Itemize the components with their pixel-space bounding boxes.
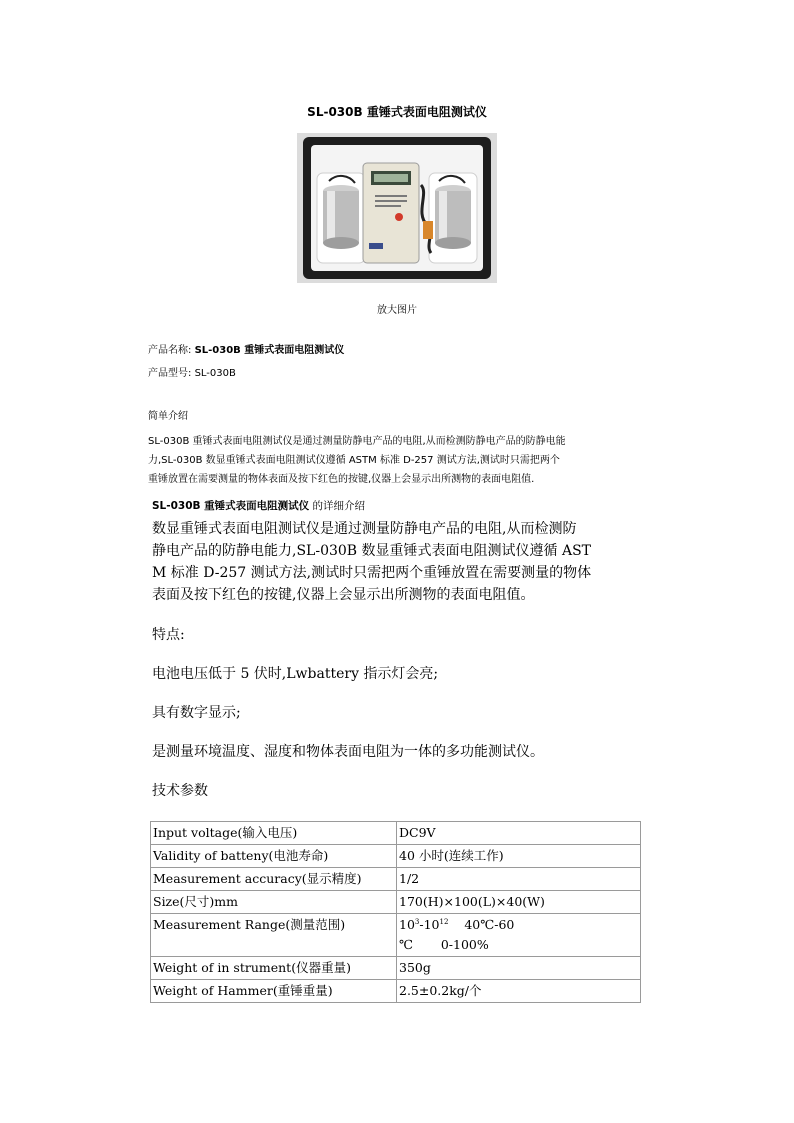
brief-line: 重锤放置在需要测量的物体表面及按下红色的按键,仪器上会显示出所测物的表面电阻值.: [148, 474, 535, 485]
spec-table: [150, 821, 641, 1003]
detail-line: 数显重锤式表面电阻测试仪是通过测量防静电产品的电阻,从而检测防: [152, 521, 577, 537]
detail-product-name: SL-030B 重锤式表面电阻测试仪: [152, 500, 310, 512]
product-name-value: SL-030B 重锤式表面电阻测试仪: [194, 345, 345, 356]
spec-value: 2.5±0.2kg/个: [397, 980, 641, 1003]
brief-intro: [148, 432, 648, 489]
spec-value: 350g: [397, 957, 641, 980]
product-model-value: SL-030B: [194, 368, 236, 379]
spec-key: Measurement Range(测量范围): [151, 914, 397, 957]
detail-suffix: 的详细介绍: [312, 500, 366, 512]
document-title: SL-030B 重锤式表面电阻测试仪: [307, 105, 487, 119]
detail-line: 静电产品的防静电能力,SL-030B 数显重锤式表面电阻测试仪遵循 AST: [152, 543, 592, 559]
spec-value: 1/2: [397, 868, 641, 891]
brief-heading: 简单介绍: [148, 411, 188, 422]
humidity-range: 0-100%: [440, 937, 489, 952]
spec-key: Weight of Hammer(重锤重量): [151, 980, 397, 1003]
detail-line: 表面及按下红色的按键,仪器上会显示出所测物的表面电阻值。: [152, 587, 535, 603]
brief-line: SL-030B 重锤式表面电阻测试仪是通过测量防静电产品的电阻,从而检测防静电产品的防静电能: [148, 436, 566, 447]
table-row: [151, 822, 641, 845]
spec-value: 170(H)×100(L)×40(W): [397, 891, 641, 914]
table-row: [151, 891, 641, 914]
feature-item: 具有数字显示;: [152, 705, 241, 721]
product-name-line: [148, 344, 344, 358]
detail-paragraph: [152, 518, 648, 606]
spec-key: Validity of batteny(电池寿命): [151, 845, 397, 868]
image-caption: 放大图片: [377, 305, 417, 316]
product-photo: [297, 133, 497, 283]
table-row: [151, 914, 641, 957]
feature-item: 是测量环境温度、湿度和物体表面电阻为一体的多功能测试仪。: [152, 744, 544, 760]
spec-key: Input voltage(输入电压): [151, 822, 397, 845]
features-heading: 特点:: [152, 627, 185, 643]
temperature-unit: ℃: [399, 937, 413, 952]
spec-value-range: $10^3-10^{12}$ 40℃-60 ℃ 0-100%: [397, 914, 641, 957]
spec-value: 40 小时(连续工作): [397, 845, 641, 868]
table-row: [151, 868, 641, 891]
spec-key: Size(尺寸)mm: [151, 891, 397, 914]
product-model-line: [148, 367, 236, 381]
table-row: [151, 980, 641, 1003]
feature-item: 电池电压低于 5 伏时,Lwbattery 指示灯会亮;: [152, 666, 439, 682]
detail-heading: [152, 498, 365, 513]
detail-line: M 标准 D-257 测试方法,测试时只需把两个重锤放置在需要测量的物体: [152, 565, 592, 581]
table-row: [151, 957, 641, 980]
product-model-label: 产品型号:: [148, 368, 192, 379]
brief-line: 力,SL-030B 数显重锤式表面电阻测试仪遵循 ASTM 标准 D-257 测试方法,测试时只需把两个: [148, 455, 560, 466]
temperature-range: 40℃-60: [464, 917, 515, 932]
spec-value: DC9V: [397, 822, 641, 845]
table-row: [151, 845, 641, 868]
spec-key: Measurement accuracy(显示精度): [151, 868, 397, 891]
spec-heading: 技术参数: [152, 783, 208, 799]
product-name-label: 产品名称:: [148, 345, 192, 356]
spec-key: Weight of in strument(仪器重量): [151, 957, 397, 980]
